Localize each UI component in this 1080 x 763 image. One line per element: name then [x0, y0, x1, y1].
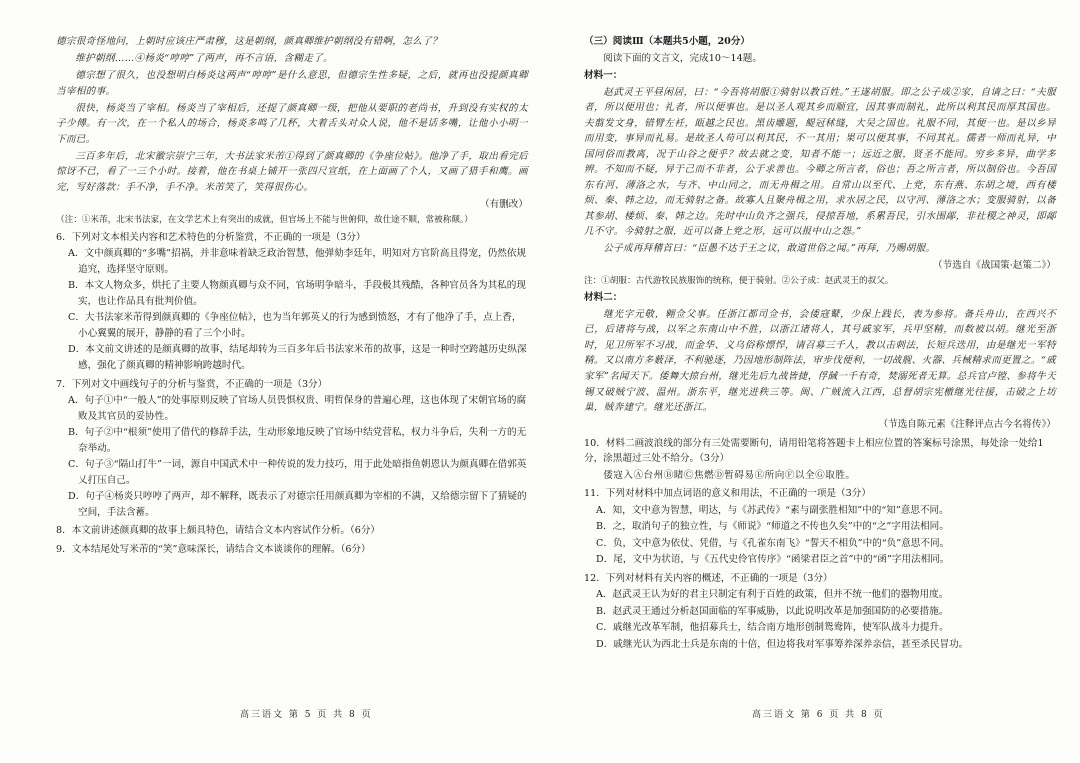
option-d: D．尾，文中为状语，与《五代史伶官传序》“函梁君臣之首”中的“函”字用法相同。	[596, 554, 950, 566]
question-stem: 6．下列对文本相关内容和艺术特色的分析鉴赏，不正确的一项是（3分）	[56, 231, 366, 243]
section-instruction: 阅读下面的文言文，完成10～14题。	[603, 52, 762, 64]
question-stem: 7．下列对文中画线句子的分析与鉴赏，不正确的一项是（3分）	[56, 378, 328, 390]
page-footer-right: 高三语文 第 6 页 共 8 页	[752, 710, 885, 720]
question-10	[584, 436, 1056, 484]
section-heading: （三）阅读Ⅲ（本题共5小题，20分）	[584, 36, 751, 47]
passage-paragraph: 三百多年后，北宋徽宗崇宁三年，大书法家米芾①得到了颜真卿的《争座位帖》。他净了手，取出看完后惊讶不已，看了一三个小时。接着，他在书桌上铺开一张四尺宣纸，在上面画了个人，又画了猎手和鹰。画完，写好落款：手不净，手不净。米芾笑了，笑得很伤心。	[56, 150, 528, 193]
question-11	[584, 486, 1056, 568]
option-d: D．戚继光认为西北士兵是东南的十倍，但边将我对军事筹养深养亲信，甚至杀民冒功。	[596, 639, 969, 651]
passage-paragraph: 德宗很奇怪地问，上朝时应该庄严肃穆，这是朝纲，颜真卿维护朝纲没有错啊，怎么了？	[56, 36, 442, 47]
material-2-text: 继光字元敬，翱佥父事。任浙江都司佥书，会倭寇鼙，少保上践长，表为参将。备兵舟山，在西兴不已，后诸将与战，以军之东南山中不胜，以浙江诸将人，其号戚家军，兵甲坚精，而数被以胡。继光至浙时，见卫所军不习战，而金华、义乌俗称慓悍，请召募三千人，教以击刺法，长短兵迭用，由是继光一军特精。又以南方多薮泽，不利驰逐，乃因地形制阵法，审步伐便利，一切战舰、火器、兵械精求而更置之。“戚家军”名闻天下。倭舞大掠台州，继光先后九战皆捷，俘馘一千有奇，焚溺死者无算。总兵官卢镗、参将牛天锡又破贼宁波、温州。浙东平，继光进秩三等。闽、广贼流入江西，总督胡宗宪檄继光往援，击破之上坊巢，贼奔建宁。继光还浙江。	[584, 308, 1056, 414]
passage-source: （有删改）	[480, 198, 528, 210]
option-b: B．本文人物众多，烘托了主要人物颜真卿与众不同，官场明争暗斗，手段极其残酷，各种官员各为其私的现实，也让作品具有批判价值。	[68, 280, 526, 307]
material-1-text: 赵武灵王平昼闲居，曰：“今吾将胡服①骑射以教百姓。”王遂胡服。即之公子成②家，自请之曰：“夫服者，所以便用也；礼者，所以便事也。是以圣人观其乡而顺宜，因其事而制礼，此所以利其民而厚其国也。夫翦发文身，错臂左衽，瓯越之民也。黑齿雕题，鳀冠秫缝，大吴之国也。礼服不同，其便一也。是以乡异而用变，事异而礼易。是故圣人苟可以利其民，不一其用；果可以便其事，不同其礼。儒者一师而礼异，中国同俗而教离，况于山谷之便乎？故去就之变，知者不能一；远近之服，贤圣不能同。穷乡多异，曲学多辨。不知而不疑，异于己而不非者，公于求善也。今卿之所言者，俗也；吾之所言者，所以制俗也。今吾国东有河、薄洛之水，与齐、中山同之，而无舟楫之用。自常山以至代、上党，东有燕、东胡之境，西有楼烦、秦、韩之边，而无骑射之备。故寡人且聚舟楫之用，求水居之民，以守河、薄洛之水；变服骑射，以备其参胡、楼烦、秦、韩之边。先时中山负齐之强兵，侵掠吾地，系累吾民，引水围鄗，非社稷之神灵，即鄗几不守。今骑射之服，近可以备上党之形，远可以报中山之怨。”	[584, 86, 1056, 238]
material-2-source: （节选自陈元素《注释评点古今名将传》）	[878, 419, 1056, 431]
left-page	[56, 34, 528, 558]
option-c: C．句子③“隔山打牛”一词，源自中国武术中一种传说的发力技巧，用于此处暗指鱼朝恩认为颜真卿在借郭英乂打压自己。	[68, 459, 527, 486]
question-12	[584, 571, 1056, 653]
question-8: 8．本文前讲述颜真卿的故事上颇具特色，请结合文本内容试作分析。（6分）	[56, 525, 381, 537]
question-7	[56, 377, 528, 521]
option-d: D．句子④杨炎只哼哼了两声，却不解释，既表示了对德宗任用颜真卿为宰相的不满，又给德宗留下了猜疑的空间，手法含蓄。	[68, 491, 527, 518]
option-a: A．句子①中“一般人”的处事原则反映了官场人员畏惧权贵、明哲保身的普遍心理，这也体现了宋朝官场的腐败及其官员的妥协性。	[68, 395, 527, 422]
option-c: C．大书法家米芾得到颜真卿的《争座位帖》，也为当年郭英乂的行为感到愤怒，才有了他净了手，点上香，小心翼翼的展开，静静的看了三个小时。	[68, 312, 522, 339]
option-b: B．赵武灵王通过分析赵国面临的军事威胁，以此说明改革是加强国防的必要措施。	[596, 605, 949, 617]
question-9: 9．文本结尾处写米芾的“笑”意味深长，请结合文本谈谈你的理解。（6分）	[56, 543, 371, 555]
question-stem: 11．下列对材料中加点词语的意义和用法，不正确的一项是（3分）	[584, 488, 871, 500]
right-page	[584, 34, 1056, 654]
material-1-source: （节选自《战国策·赵策二》）	[933, 260, 1056, 272]
sentence-break-boxes: 倭寇入Ⓐ台州Ⓑ睹Ⓒ焦燃Ⓓ暂碍易Ⓔ所向Ⓕ以全Ⓖ取胜。	[603, 469, 856, 481]
option-a: A．知，文中意为智慧，明达，与《苏武传》“素与副张胜相知”中的“知”意思不同。	[596, 504, 949, 516]
option-c: C．戚继光改革军制，他招募兵士，结合南方地形创制鸳鸯阵，使军队战斗力提升。	[596, 622, 949, 634]
option-c: C．负，文中意为依仗、凭借，与《孔雀东南飞》“誓天不相负”中的“负”意思不同。	[596, 537, 950, 549]
passage-paragraph: 很快，杨炎当了宰相。杨炎当了宰相后，还提了颜真卿一级，把他从要职的老尚书，升到没有实权的太子少傅。有一次，在一个私人的场合，杨炎多鸣了几杯，大着舌头对众人说，他不是话多嘴，让他小小明一下而已。	[56, 102, 528, 145]
material-1-label: 材料一：	[584, 70, 623, 82]
question-stem: 12．下列对材料有关内容的概述，不正确的一项是（3分）	[584, 572, 833, 584]
option-d: D．本文前文讲述的是颜真卿的故事，结尾却转为三百多年后书法家米芾的故事，这是一种时空跨越历史纵深感，强化了颜真卿的精神影响跨越时代。	[68, 344, 527, 371]
option-a: A．文中颜真卿的“多嘴”招祸，并非意味着缺乏政治智慧，他弹劾李廷年，明知对方官阶高且得宠，仍然依规追究，选择坚守原则。	[68, 248, 527, 275]
material-2-label: 材料二：	[584, 292, 623, 304]
page-footer-left: 高三语文 第 5 页 共 8 页	[240, 710, 373, 720]
material-1-text: 公子成再拜稽首曰：“臣愚不达于王之议，敢道世俗之闻。”再拜，乃赐胡服。	[603, 243, 936, 255]
option-b: B．句子②中“根须”使用了借代的修辞手法，生动形象地反映了官场中结党营私，权力斗争后，失利一方的无奈举动。	[68, 427, 527, 454]
material-1-note: 注：①胡服：古代游牧民族服饰的统称，便于骑射。②公子成：赵武灵王的叔父。	[584, 276, 894, 287]
question-stem: 10．材料二画波浪线的部分有三处需要断句，请用铅笔将答题卡上相应位置的答案标号涂黑，每处涂一处给1分，涂黑超过三处不给分。（3分）	[584, 437, 1044, 465]
option-a: A．赵武灵王认为好的君主只制定有利于百姓的政策，但并不统一他们的器物用度。	[596, 589, 949, 601]
passage-paragraph: 德宗想了很久，也没想明白杨炎这两声“哼哼”是什么意思，但德宗生性多疑，之后，就再也没提颜真卿当宰相的事。	[56, 70, 528, 97]
option-b: B．之，取消句子的独立性，与《师说》“师道之不传也久矣”中的“之”字用法相同。	[596, 521, 949, 533]
passage-paragraph: 维护朝纲……④杨炎“哼哼”了两声，再不言语，含糊走了。	[75, 53, 333, 65]
question-6	[56, 230, 528, 374]
passage-note: （注：①米芾，北宋书法家，在文学艺术上有突出的成就，但官场上不能与世俯仰，故仕途不顺，常被称颠。）	[56, 214, 473, 225]
